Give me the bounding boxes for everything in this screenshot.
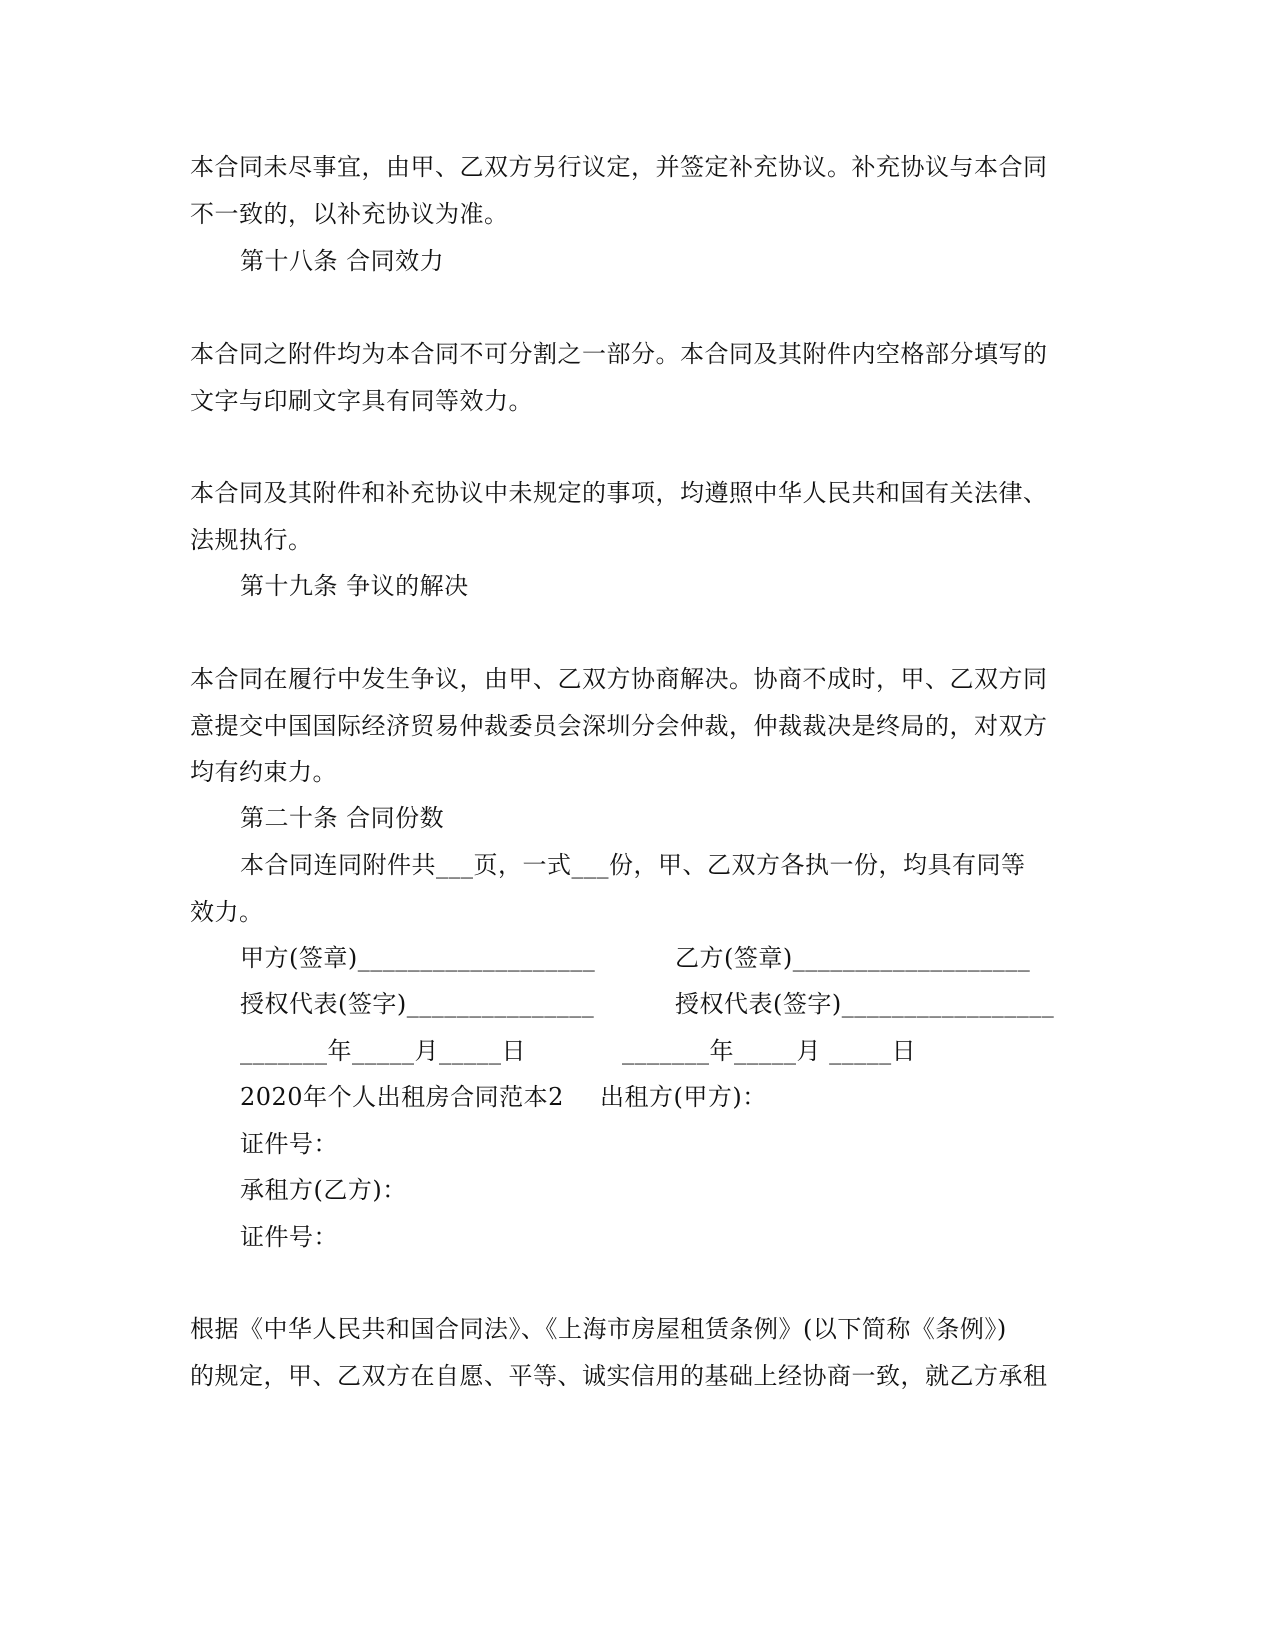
paragraph-law-line-2: 法规执行。: [190, 526, 313, 554]
paragraph-attachment-line-1: 本合同之附件均为本合同不可分割之一部分。本合同及其附件内空格部分填写的: [190, 340, 1048, 368]
paragraph-supplement-line-1: 本合同未尽事宜，由甲、乙双方另行议定，并签定补充协议。补充协议与本合同: [190, 153, 1048, 181]
contract-2-title: 2020年个人出租房合同范本2: [240, 1083, 564, 1111]
paragraph-dispute-line-1: 本合同在履行中发生争议，由甲、乙双方协商解决。协商不成时，甲、乙双方同: [190, 665, 1048, 693]
paragraph-basis-line-1: 根据《中华人民共和国合同法》、《上海市房屋租赁条例》(以下简称《条例》): [190, 1315, 1007, 1343]
signature-representative-a: 授权代表(签字)_______________: [240, 990, 595, 1018]
paragraph-copies-line-2: 效力。: [190, 898, 264, 926]
date-party-a: _______年_____月_____日: [240, 1037, 526, 1065]
article-19-heading: 第十九条 争议的解决: [240, 572, 469, 600]
paragraph-dispute-line-3: 均有约束力。: [190, 758, 337, 786]
article-18-heading: 第十八条 合同效力: [240, 247, 445, 275]
signature-party-a: 甲方(签章)___________________: [240, 944, 596, 972]
lessor-label: 出租方(甲方)：: [600, 1083, 767, 1111]
paragraph-attachment-line-2: 文字与印刷文字具有同等效力。: [190, 387, 533, 415]
paragraph-dispute-line-2: 意提交中国国际经济贸易仲裁委员会深圳分会仲裁，仲裁裁决是终局的，对双方: [190, 712, 1048, 740]
date-party-b: _______年_____月 _____日: [622, 1037, 917, 1065]
signature-party-b: 乙方(签章)___________________: [675, 944, 1031, 972]
lessee-label: 承租方(乙方)：: [240, 1176, 407, 1204]
paragraph-law-line-1: 本合同及其附件和补充协议中未规定的事项，均遵照中华人民共和国有关法律、: [190, 479, 1048, 507]
paragraph-basis-line-2: 的规定，甲、乙双方在自愿、平等、诚实信用的基础上经协商一致，就乙方承租: [190, 1362, 1048, 1390]
paragraph-supplement-line-2: 不一致的，以补充协议为准。: [190, 200, 509, 228]
signature-representative-b: 授权代表(签字)_________________: [675, 990, 1055, 1018]
lessee-id-number-label: 证件号：: [240, 1223, 338, 1251]
article-20-heading: 第二十条 合同份数: [240, 804, 445, 832]
paragraph-copies-line-1: 本合同连同附件共___页，一式___份，甲、乙双方各执一份，均具有同等: [240, 851, 1026, 879]
lessor-id-number-label: 证件号：: [240, 1130, 338, 1158]
